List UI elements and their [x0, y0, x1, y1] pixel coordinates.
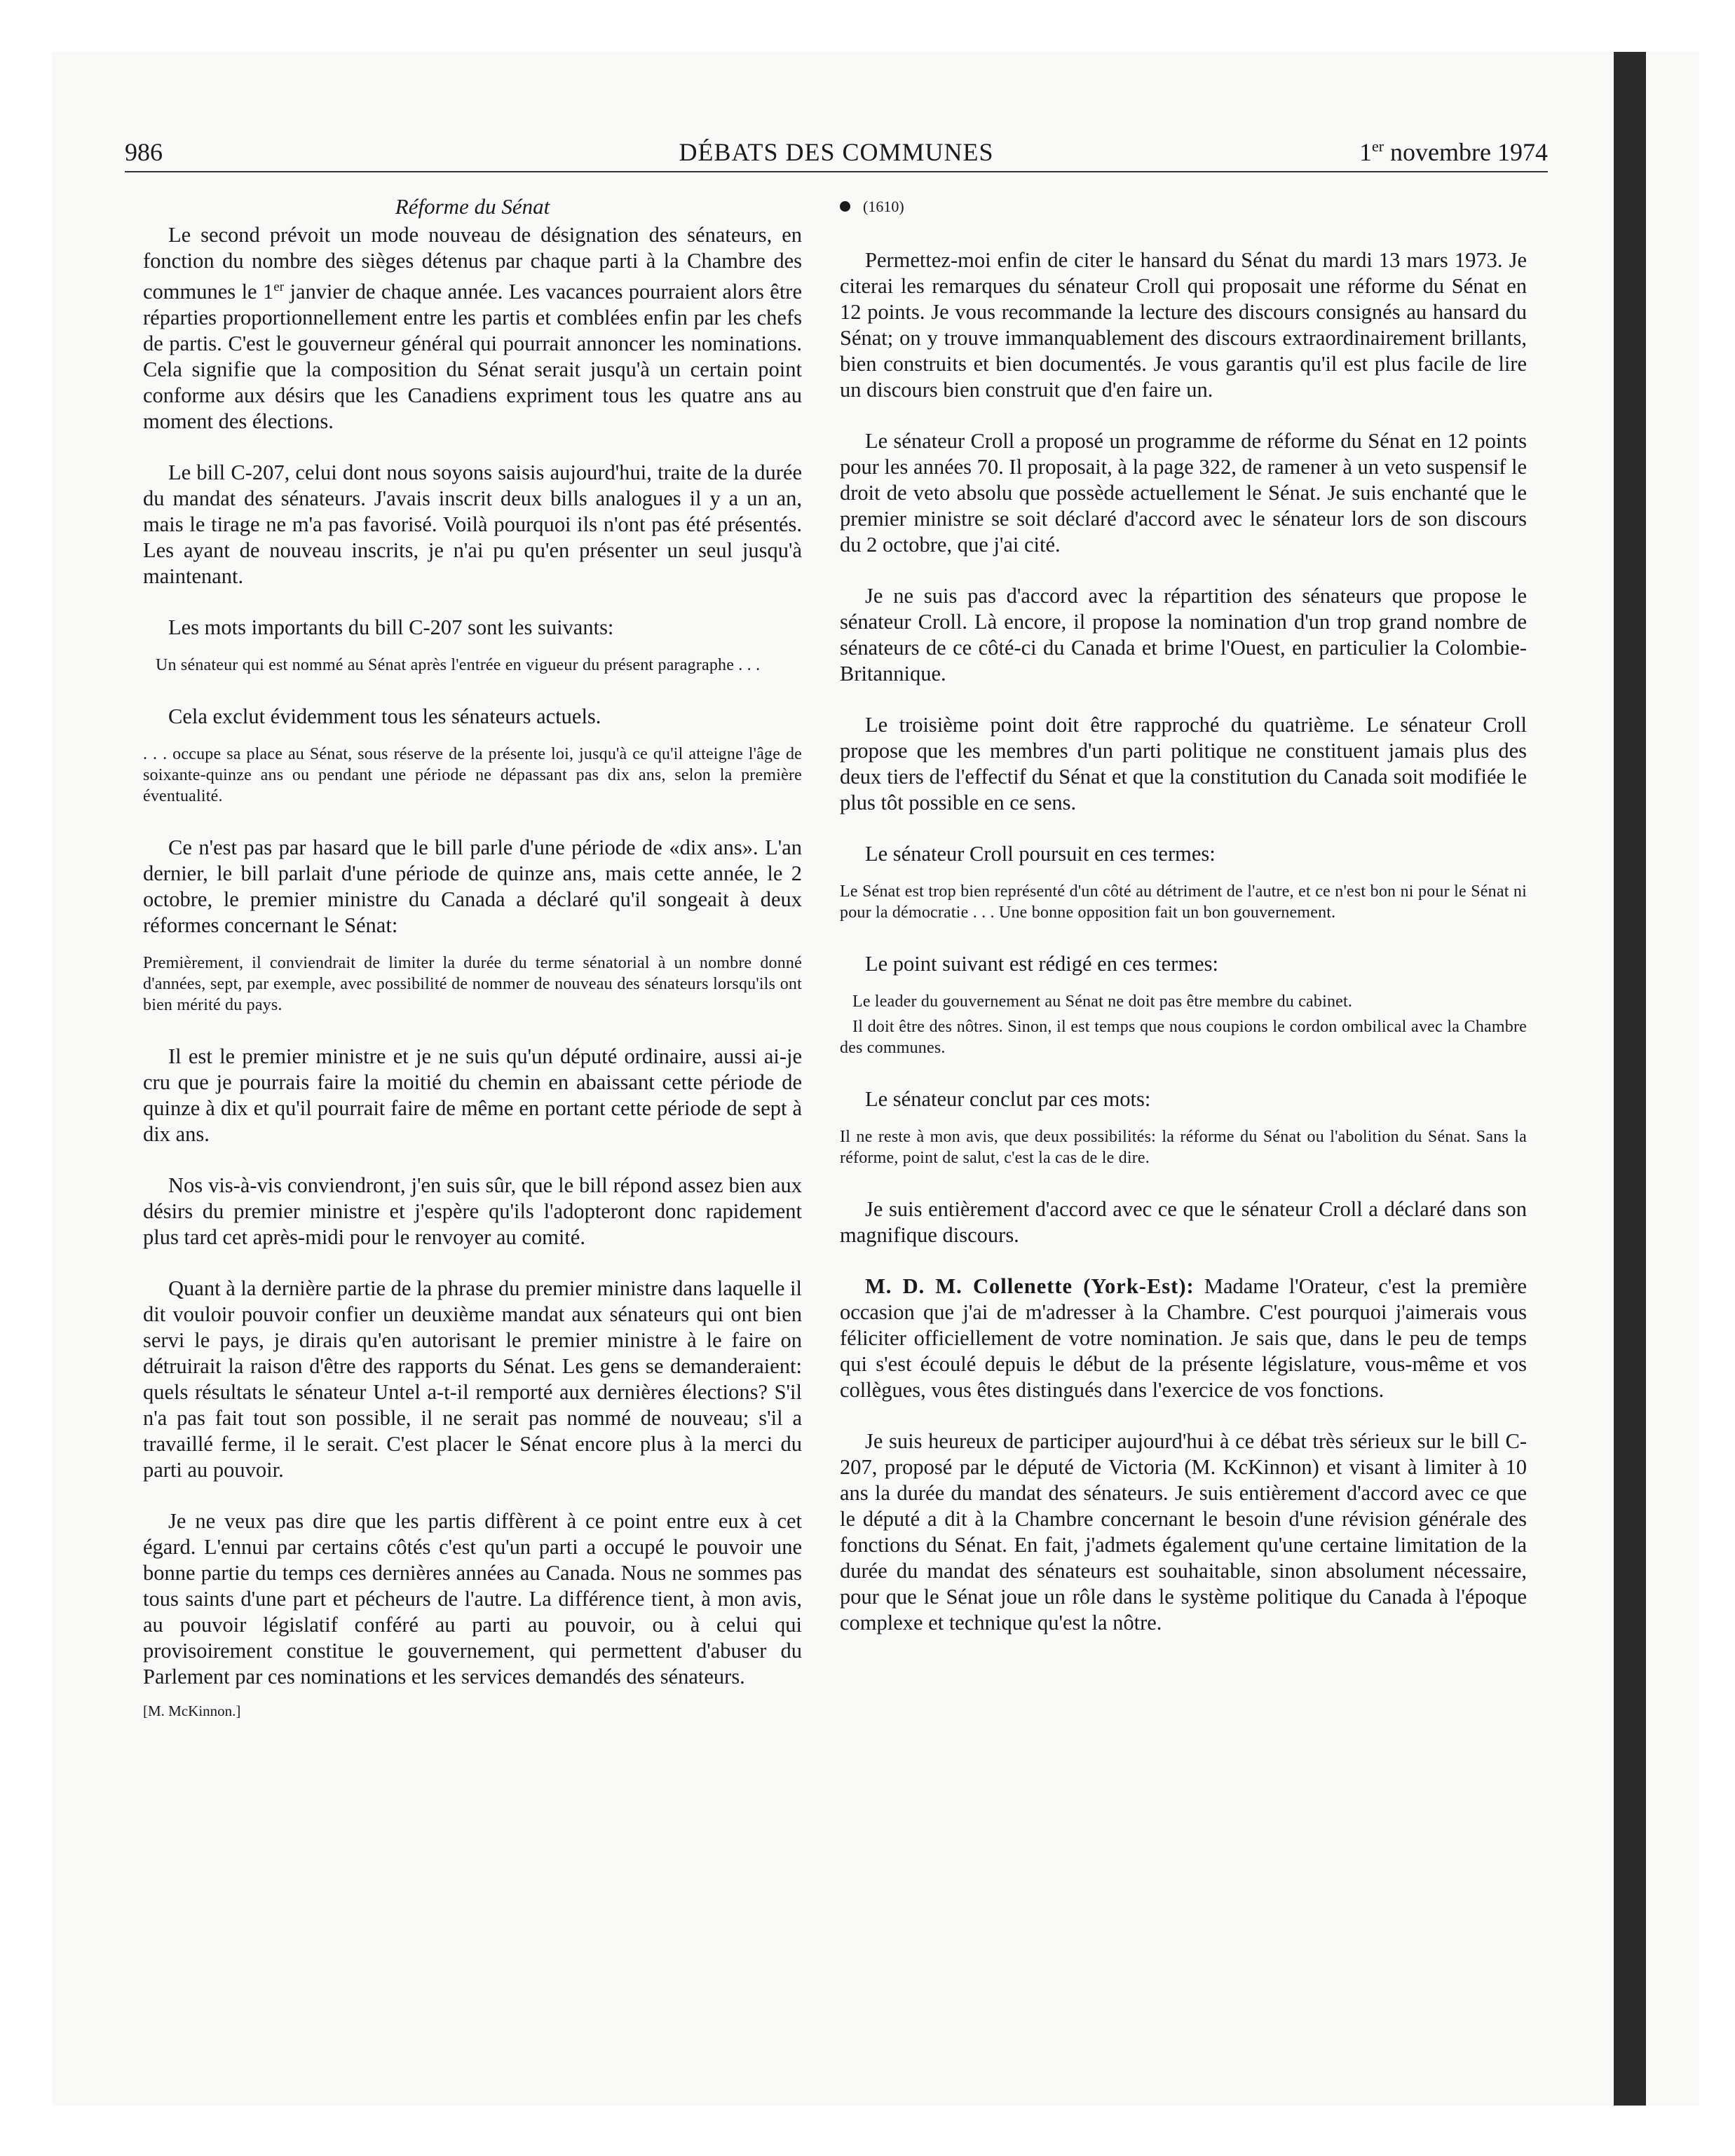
right-column — [840, 193, 1527, 1661]
section-subhead: Réforme du Sénat — [395, 194, 550, 219]
paragraph: Nos vis-à-vis conviendront, j'en suis sûr, que le bill répond assez bien aux désirs du premier ministre et j'espère qu'ils l'adopteront donc rapidement plus tard cet après-midi pour le renvoyer au comité. — [143, 1173, 802, 1250]
paragraph: Le point suivant est rédigé en ces termes: — [865, 952, 1218, 976]
scan-edge-shadow — [1614, 52, 1646, 2106]
block-quote: Le leader du gouvernement au Sénat ne doit pas être membre du cabinet. — [852, 992, 1353, 1011]
date-ordinal: er — [1371, 137, 1384, 155]
block-quote: Premièrement, il conviendrait de limiter la durée du terme sénatorial à un nombre donné d'années, sept, par exemple, avec possibilité de nommer de nouveau des sénateurs lorsqu'ils ont bien mérité du pays. — [143, 954, 802, 1015]
paragraph: Je ne veux pas dire que les partis diffèrent à ce point entre eux à cet égard. L'ennui par certains côtés c'est qu'un parti a occupé le pouvoir une bonne partie du temps ces dernières années au Canada. Nous ne sommes pas tous saints d'une part et pécheurs de l'autre. La différence tient, à mon avis, au pouvoir législatif conféré au parti au pouvoir, ou à celui qui provisoirement constitue le gouvernement, qui permettent d'abuser du Parlement par ces nominations et les services demandés des sénateurs. — [143, 1509, 802, 1689]
speaker-name: M. D. M. Collenette (York-Est): — [865, 1274, 1195, 1298]
speaker-attribution: [M. McKinnon.] — [143, 1703, 241, 1720]
block-quote: Il doit être des nôtres. Sinon, il est temps que nous coupions le cordon ombilical avec la Chambre des communes. — [840, 1018, 1527, 1057]
paragraph: Je ne suis pas d'accord avec la répartition des sénateurs que propose le sénateur Croll. Là encore, il propose la nomination d'un trop grand nombre de sénateurs de ce côté-ci du Canada et brime l'Ouest, en particulier la Colombie-Britannique. — [840, 584, 1527, 685]
time-marker-text: (1610) — [863, 198, 904, 215]
paragraph: Le sénateur Croll a proposé un programme de réforme du Sénat en 12 points pour les années 70. Il proposait, à la page 322, de ramener à un veto suspensif le droit de veto absolu que possède actuellement le Sénat. Je suis enchanté que le premier ministre se soit déclaré d'accord avec le sénateur lors de son discours du 2 octobre, que j'ai cité. — [840, 429, 1527, 557]
paragraph: Le sénateur Croll poursuit en ces termes: — [865, 842, 1216, 866]
page-header — [125, 137, 1548, 172]
paragraph: Je suis heureux de participer aujourd'hui à ce débat très sérieux sur le bill C-207, proposé par le député de Victoria (M. KcKinnon) et visant à limiter à 10 ans la durée du mandat des sénateurs. Je suis entièrement d'accord avec ce que le député a dit à la Chambre concernant le besoin d'une révision générale des fonctions du Sénat. En fait, j'admets également qu'une certaine limitation de la durée du mandat des sénateurs est souhaitable, sinon absolument nécessaire, pour que le Sénat joue un rôle dans le système politique du Canada à l'époque complexe et technique qu'est la nôtre. — [840, 1429, 1527, 1635]
block-quote: . . . occupe sa place au Sénat, sous réserve de la présente loi, jusqu'à ce qu'il atteigne l'âge de soixante-quinze ans ou pendant une période ne dépassant pas dix ans, selon la première éventualité. — [143, 745, 802, 806]
publication-title: DÉBATS DES COMMUNES — [679, 138, 994, 166]
paragraph: Le bill C-207, celui dont nous soyons saisis aujourd'hui, traite de la durée du mandat des sénateurs. J'avais inscrit deux bills analogues il y a un an, mais le tirage ne m'a pas favorisé. Voilà pourquoi ils n'ont pas été présentés. Les ayant de nouveau inscrits, je n'ai pu qu'en présenter un seul jusqu'à maintenant. — [143, 460, 802, 589]
left-column — [143, 193, 802, 1724]
paragraph-text: janvier de chaque année. Les vacances pourraient alors être réparties proportionnellement entre les partis et comblées enfin par les chefs de partis. C'est le gouverneur général qui pourrait annoncer les nominations. Cela signifie que la composition du Sénat serait jusqu'à un certain point conforme aux désirs que les Canadiens expriment tous les quatre ans au moment des élections. — [143, 280, 802, 434]
block-quote: Un sénateur qui est nommé au Sénat après l'entrée en vigueur du présent paragraphe . . . — [156, 656, 761, 675]
paragraph — [143, 222, 802, 435]
paragraph-text: Madame l'Orateur, c'est la première occasion que j'ai de m'adresser à la Chambre. C'est pourquoi j'aimerais vous féliciter officiellement de votre nomination. Je sais que, dans le peu de temps qui s'est écoulé depuis le début de la présente législature, vous-même et vos collègues, vous êtes distingués dans l'exercice de vos fonctions. — [840, 1274, 1528, 1402]
paragraph: Le troisième point doit être rapproché du quatrième. Le sénateur Croll propose que les membres d'un parti politique ne constituent jamais plus des deux tiers de l'effectif du Sénat et que la constitution du Canada soit modifiée le plus tôt possible en ce sens. — [840, 713, 1527, 814]
bullet-icon — [840, 201, 850, 212]
date-month-year: novembre 1974 — [1384, 138, 1548, 166]
date-day: 1 — [1359, 138, 1372, 166]
paragraph: Permettez-moi enfin de citer le hansard du Sénat du mardi 13 mars 1973. Je citerai les remarques du sénateur Croll qui proposait une réforme du Sénat en 12 points. Je vous recommande la lecture des discours consignés au hansard du Sénat; on y trouve immanquablement des discours extraordinairement brillants, bien construits et bien documentés. Je vous garantis qu'il est plus facile de lire un discours bien construit que d'en faire un. — [840, 248, 1527, 402]
page-number: 986 — [125, 138, 163, 166]
paragraph: Il est le premier ministre et je ne suis qu'un député ordinaire, aussi ai-je cru que je pourrais faire la moitié du chemin en abaissant cette période de quinze à dix et qu'il pourrait faire de même en portant cette période de sept à dix ans. — [143, 1044, 802, 1147]
ordinal-superscript: er — [273, 280, 285, 294]
paragraph: Le sénateur conclut par ces mots: — [865, 1087, 1151, 1111]
paragraph: Je suis entièrement d'accord avec ce que le sénateur Croll a déclaré dans son magnifique discours. — [840, 1197, 1527, 1247]
block-quote: Il ne reste à mon avis, que deux possibilités: la réforme du Sénat ou l'abolition du Sénat. Sans la réforme, point de salut, c'est la cas de le dire. — [840, 1128, 1527, 1167]
issue-date — [1359, 137, 1548, 167]
time-marker — [840, 193, 1527, 219]
paragraph: Quant à la dernière partie de la phrase du premier ministre dans laquelle il dit vouloir pouvoir confier un deuxième mandat aux sénateurs qui ont bien servi le pays, je dirais qu'en autorisant le premier ministre à le faire on détruirait la raison d'être des rapports du Sénat. Les gens se demanderaient: quels résultats le sénateur Untel a-t-il remporté aux dernières élections? S'il n'a pas fait tout son possible, il ne serait pas nommé de nouveau; s'il a travaillé ferme, il le serait. C'est placer le Sénat encore plus à la merci du parti au pouvoir. — [143, 1276, 802, 1482]
paragraph — [840, 1274, 1527, 1403]
block-quote: Le Sénat est trop bien représenté d'un côté au détriment de l'autre, et ce n'est bon ni pour le Sénat ni pour la démocratie . . . Une bonne opposition fait un bon gouvernement. — [840, 882, 1527, 922]
paragraph: Cela exclut évidemment tous les sénateurs actuels. — [168, 704, 601, 729]
paragraph: Ce n'est pas par hasard que le bill parle d'une période de «dix ans». L'an dernier, le bill parlait d'une période de quinze ans, mais cette année, le 2 octobre, le premier ministre du Canada a déclaré qu'il songeait à deux réformes concernant le Sénat: — [143, 835, 802, 938]
paragraph-text: Le second prévoit un mode nouveau de désignation des sénateurs, en fonction du nombre des sièges détenus par chaque parti à la Chambre des communes le 1 — [143, 223, 802, 304]
paragraph: Les mots importants du bill C-207 sont les suivants: — [168, 615, 614, 640]
